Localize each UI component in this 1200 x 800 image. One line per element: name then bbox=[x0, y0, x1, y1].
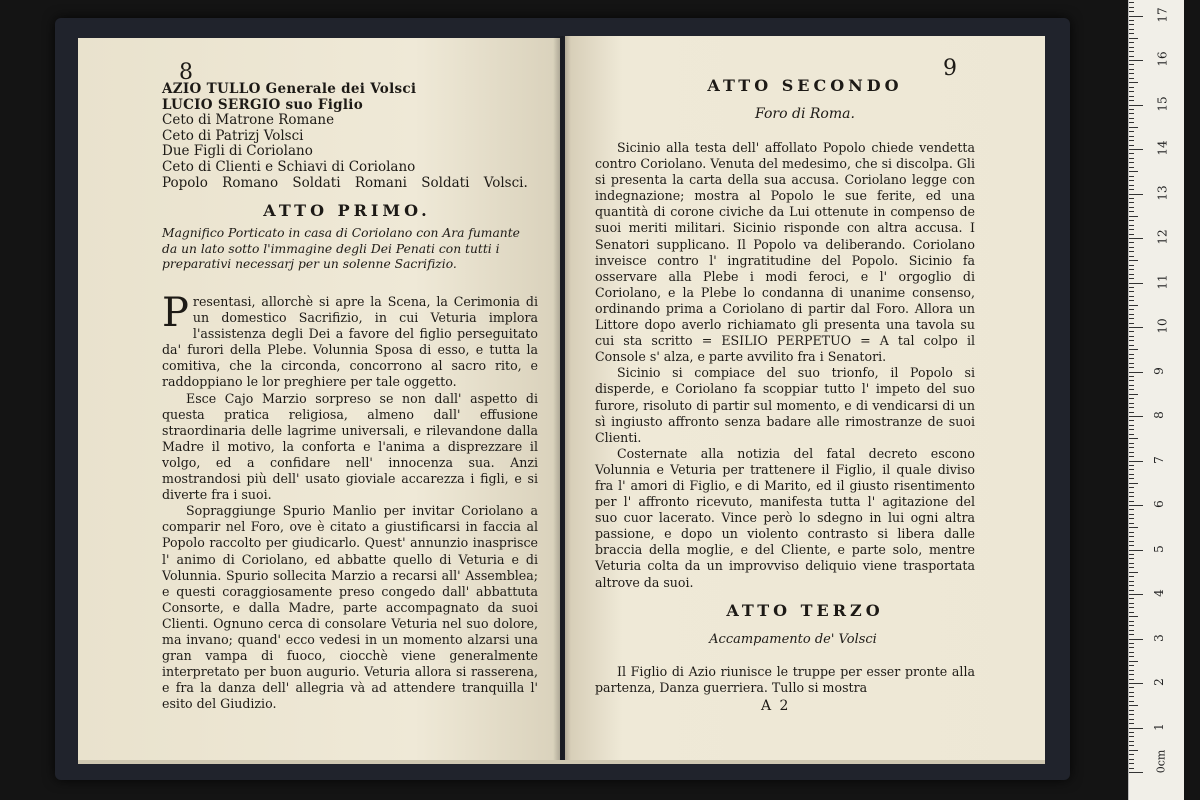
drop-cap: P bbox=[162, 290, 189, 336]
ruler-tick bbox=[1129, 300, 1134, 301]
ruler-tick bbox=[1129, 487, 1134, 488]
ruler-tick bbox=[1129, 723, 1134, 724]
act-two-text bbox=[595, 140, 975, 591]
ruler-tick bbox=[1129, 176, 1134, 177]
ruler-tick bbox=[1129, 572, 1138, 573]
ruler-tick bbox=[1129, 385, 1134, 386]
ruler-tick bbox=[1129, 403, 1134, 404]
ruler-tick bbox=[1129, 149, 1143, 150]
ruler-tick bbox=[1129, 118, 1134, 119]
ruler-tick bbox=[1129, 225, 1134, 226]
ruler-tick bbox=[1129, 180, 1134, 181]
ruler-tick bbox=[1129, 314, 1134, 315]
ruler-tick bbox=[1129, 131, 1134, 132]
ruler-tick bbox=[1129, 122, 1134, 123]
cast-item: AZIO TULLO Generale dei Volsci bbox=[162, 81, 417, 97]
ruler-tick bbox=[1129, 367, 1134, 368]
ruler-tick bbox=[1129, 323, 1134, 324]
paragraph: Sopraggiunge Spurio Manlio per invitar Coriolano a comparir nel Foro, ove è citato a giustificarsi in faccia al Popolo raccolto per giudicarlo. Quest' annunzio inasprisce l' animo di Coriolano, ed abbatte quello di Veturia e di Volunnia. Spurio sollecita Marzio a recarsi all' Assemblea; e questi coraggiosamente preso congedo dall' abbattuta Consorte, e dalla Madre, parte accompagnato da suoi Clienti. Ognuno cerca di consolare Veturia nel suo dolore, ma invano; quand' ecco vedesi in un momento alzarsi una gran vampa di fuoco, ciocchè viene generalmente interpretato per buon augurio. Veturia allora si rasserena, e fra la danza dell' allegria và ad attendere tranquilla l' esito del Giudizio. bbox=[162, 503, 538, 712]
ruler-tick bbox=[1129, 11, 1134, 12]
ruler-tick bbox=[1129, 710, 1134, 711]
ruler-tick bbox=[1129, 661, 1138, 662]
ruler-tick bbox=[1129, 251, 1134, 252]
ruler-tick bbox=[1129, 514, 1134, 515]
ruler-tick bbox=[1129, 696, 1134, 697]
right-page bbox=[565, 36, 1045, 760]
ruler-tick bbox=[1129, 523, 1134, 524]
ruler-tick bbox=[1129, 327, 1143, 328]
ruler-tick bbox=[1129, 109, 1134, 110]
cast-item: Popolo Romano Soldati Romani Soldati Volsci. bbox=[162, 174, 528, 191]
ruler-tick bbox=[1129, 358, 1134, 359]
ruler-tick bbox=[1129, 64, 1134, 65]
ruler-tick bbox=[1129, 29, 1134, 30]
ruler-tick bbox=[1129, 305, 1138, 306]
ruler-tick bbox=[1129, 16, 1143, 17]
ruler-tick bbox=[1129, 2, 1134, 3]
ruler-tick bbox=[1129, 563, 1134, 564]
ruler-tick bbox=[1129, 96, 1134, 97]
ruler-tick bbox=[1129, 728, 1143, 729]
ruler-tick bbox=[1129, 532, 1134, 533]
ruler-tick bbox=[1129, 643, 1134, 644]
cast-item: Ceto di Patrizj Volsci bbox=[162, 127, 304, 144]
ruler-tick bbox=[1129, 380, 1134, 381]
ruler-tick bbox=[1129, 220, 1134, 221]
ruler-tick bbox=[1129, 47, 1134, 48]
ruler-number: 13 bbox=[1155, 184, 1170, 201]
paragraph: Sicinio alla testa dell' affollato Popolo chiede vendetta contro Coriolano. Venuta del medesimo, che si discolpa. Gli si presenta la carta della sua accusa. Coriolano legge con indegnazione; mostra al Popolo le sue ferite, ed una quantità di corone civiche da Lui ottenute in compenso de suoi meriti militari. Sicinio risponde con altra accusa. I Senatori supplicano. Il Popolo va deliberando. Coriolano inveisce contro l' ingratitudine del Popolo. Sicinio fa osservare alla Plebe i modi feroci, e l' orgoglio di Coriolano, e la Plebe lo condanna di unanime consenso, ordinando prima a Coriolano di partir dal Foro. Allora un Littore dopo averlo richiamato gli presenta una tavola su cui sta scritto = ESILIO PERPETUO = A tal colpo il Console s' alza, e parte avvilito fra i Senatori. bbox=[595, 140, 975, 365]
ruler-tick bbox=[1129, 398, 1134, 399]
ruler-tick bbox=[1129, 354, 1134, 355]
ruler-number: 7 bbox=[1151, 455, 1166, 464]
ruler-tick bbox=[1129, 260, 1138, 261]
act-two-setting: Foro di Roma. bbox=[755, 106, 855, 122]
ruler-tick bbox=[1129, 759, 1134, 760]
ruler-tick bbox=[1129, 443, 1134, 444]
ruler-tick bbox=[1129, 162, 1134, 163]
ruler-tick bbox=[1129, 447, 1134, 448]
ruler-tick bbox=[1129, 687, 1134, 688]
ruler-tick bbox=[1129, 558, 1134, 559]
ruler-tick bbox=[1129, 265, 1134, 266]
ruler-tick bbox=[1129, 140, 1134, 141]
ruler-tick bbox=[1129, 674, 1134, 675]
page-number-left: 8 bbox=[179, 60, 193, 85]
ruler-tick bbox=[1129, 576, 1134, 577]
cast-list bbox=[162, 82, 532, 191]
ruler-tick bbox=[1129, 647, 1134, 648]
ruler-tick bbox=[1129, 434, 1134, 435]
ruler-tick bbox=[1129, 594, 1143, 595]
signature-mark: A 2 bbox=[761, 698, 791, 714]
ruler-tick bbox=[1129, 242, 1134, 243]
ruler-tick bbox=[1129, 496, 1134, 497]
ruler-tick bbox=[1129, 612, 1134, 613]
ruler-tick bbox=[1129, 309, 1134, 310]
ruler-tick bbox=[1129, 238, 1143, 239]
ruler-tick bbox=[1129, 590, 1134, 591]
ruler-tick bbox=[1129, 42, 1134, 43]
ruler-tick bbox=[1129, 509, 1134, 510]
ruler-tick bbox=[1129, 274, 1134, 275]
ruler-number: 2 bbox=[1151, 678, 1166, 686]
act-two-title: ATTO SECONDO bbox=[707, 76, 903, 95]
act-one-title: ATTO PRIMO. bbox=[263, 201, 431, 220]
ruler-tick bbox=[1129, 287, 1134, 288]
cast-item: Ceto di Clienti e Schiavi di Coriolano bbox=[162, 158, 416, 175]
cast-item: Ceto di Matrone Romane bbox=[162, 112, 335, 129]
ruler-tick bbox=[1129, 291, 1134, 292]
ruler-tick bbox=[1129, 656, 1134, 657]
ruler-tick bbox=[1129, 372, 1143, 373]
ruler-number: 10 bbox=[1155, 318, 1170, 334]
ruler-tick bbox=[1129, 607, 1134, 608]
ruler-tick bbox=[1129, 581, 1134, 582]
ruler-tick bbox=[1129, 189, 1134, 190]
ruler-tick bbox=[1129, 296, 1134, 297]
ruler-tick bbox=[1129, 363, 1134, 364]
ruler-tick bbox=[1129, 145, 1134, 146]
paragraph: Il Figlio di Azio riunisce le truppe per esser pronte alla partenza, Danza guerriera. Tullo si mostra bbox=[595, 664, 975, 696]
ruler-tick bbox=[1129, 105, 1143, 106]
ruler-tick bbox=[1129, 318, 1134, 319]
act-one-setting: Magnifico Porticato in casa di Coriolano con Ara fumante da un lato sotto l'immagine degli Dei Penati con tutti i preparativi necessarj per un solenne Sacrifizio. bbox=[162, 226, 520, 271]
ruler-tick bbox=[1129, 719, 1134, 720]
ruler-tick bbox=[1129, 78, 1134, 79]
act-three-text bbox=[595, 664, 975, 696]
ruler-tick bbox=[1129, 505, 1143, 506]
book-gutter bbox=[553, 36, 571, 760]
ruler-tick bbox=[1129, 278, 1134, 279]
ruler-tick bbox=[1129, 376, 1134, 377]
ruler-number: 14 bbox=[1155, 140, 1170, 156]
ruler-tick bbox=[1129, 24, 1134, 25]
ruler-number: 4 bbox=[1151, 589, 1166, 597]
ruler-tick bbox=[1129, 465, 1134, 466]
paragraph: resentasi, allorchè si apre la Scena, la Cerimonia di un domestico Sacrifizio, in cui Veturia implora l'assistenza degli Dei a favore del figlio perseguitato da' furori della Plebe. Volunnia Sposa di esso, e tutta la comitiva, che la circonda, concorrono al sacro rito, e raddoppiano le lor preghiere per tale oggetto. bbox=[162, 294, 538, 390]
ruler-tick bbox=[1129, 616, 1138, 617]
ruler-number: 8 bbox=[1151, 411, 1166, 419]
ruler-tick bbox=[1129, 750, 1138, 751]
ruler-tick bbox=[1129, 412, 1134, 413]
ruler-tick bbox=[1129, 420, 1134, 421]
ruler-tick bbox=[1129, 87, 1134, 88]
ruler-tick bbox=[1129, 247, 1134, 248]
ruler-tick bbox=[1129, 194, 1143, 195]
ruler-tick bbox=[1129, 763, 1134, 764]
ruler-tick bbox=[1129, 692, 1134, 693]
ruler-tick bbox=[1129, 211, 1134, 212]
ruler-tick bbox=[1129, 683, 1143, 684]
ruler-number: 11 bbox=[1155, 273, 1170, 290]
ruler-tick bbox=[1129, 20, 1134, 21]
left-page bbox=[78, 38, 560, 760]
ruler-tick bbox=[1129, 171, 1138, 172]
ruler-tick bbox=[1129, 554, 1134, 555]
measurement-ruler bbox=[1128, 0, 1184, 800]
ruler-tick bbox=[1129, 340, 1134, 341]
ruler-tick bbox=[1129, 452, 1134, 453]
ruler-tick bbox=[1129, 91, 1134, 92]
ruler-tick bbox=[1129, 745, 1134, 746]
cast-item: Due Figli di Coriolano bbox=[162, 143, 313, 160]
ruler-tick bbox=[1129, 483, 1138, 484]
ruler-number: 9 bbox=[1151, 366, 1166, 375]
ruler-tick bbox=[1129, 732, 1134, 733]
page-number-right: 9 bbox=[943, 56, 957, 81]
ruler-tick bbox=[1129, 202, 1134, 203]
ruler-tick bbox=[1129, 754, 1134, 755]
ruler-tick bbox=[1129, 736, 1134, 737]
ruler-tick bbox=[1129, 438, 1138, 439]
ruler-tick bbox=[1129, 127, 1138, 128]
act-one-text bbox=[162, 290, 538, 712]
ruler-tick bbox=[1129, 198, 1134, 199]
ruler-tick bbox=[1129, 100, 1134, 101]
ruler-unit: 0cm bbox=[1154, 749, 1168, 774]
act-three-setting: Accampamento de' Volsci bbox=[709, 632, 877, 647]
ruler-tick bbox=[1129, 634, 1134, 635]
ruler-tick bbox=[1129, 527, 1138, 528]
act-three-title: ATTO TERZO bbox=[726, 601, 884, 620]
ruler-tick bbox=[1129, 425, 1134, 426]
ruler-tick bbox=[1129, 69, 1134, 70]
ruler-tick bbox=[1129, 550, 1143, 551]
ruler-tick bbox=[1129, 51, 1134, 52]
ruler-tick bbox=[1129, 60, 1143, 61]
ruler-tick bbox=[1129, 207, 1134, 208]
ruler-tick bbox=[1129, 705, 1138, 706]
ruler-tick bbox=[1129, 456, 1134, 457]
ruler-tick bbox=[1129, 536, 1134, 537]
ruler-tick bbox=[1129, 679, 1134, 680]
ruler-tick bbox=[1129, 38, 1138, 39]
ruler-tick bbox=[1129, 652, 1134, 653]
paragraph: Sicinio si compiace del suo trionfo, il Popolo si disperde, e Coriolano fa scoppiar tutto l' impeto del suo furore, risoluto di partir sul momento, e di vendicarsi di un sì ingiusto affronto senza badare alle rimostranze de suoi Clienti. bbox=[595, 365, 975, 445]
ruler-tick bbox=[1129, 416, 1143, 417]
ruler-tick bbox=[1129, 167, 1134, 168]
ruler-tick bbox=[1129, 621, 1134, 622]
ruler-tick bbox=[1129, 461, 1143, 462]
ruler-tick bbox=[1129, 56, 1134, 57]
ruler-tick bbox=[1129, 185, 1134, 186]
ruler-tick bbox=[1129, 585, 1134, 586]
ruler-tick bbox=[1129, 158, 1134, 159]
ruler-tick bbox=[1129, 741, 1134, 742]
ruler-tick bbox=[1129, 82, 1138, 83]
ruler-tick bbox=[1129, 768, 1134, 769]
ruler-tick bbox=[1129, 501, 1134, 502]
page-stack-edge bbox=[78, 760, 1045, 764]
ruler-tick bbox=[1129, 701, 1134, 702]
ruler-tick bbox=[1129, 136, 1134, 137]
ruler-tick bbox=[1129, 478, 1134, 479]
ruler-tick bbox=[1129, 113, 1134, 114]
ruler-tick bbox=[1129, 772, 1143, 773]
ruler-tick bbox=[1129, 336, 1134, 337]
ruler-tick bbox=[1129, 269, 1134, 270]
ruler-tick bbox=[1129, 331, 1134, 332]
ruler-tick bbox=[1129, 545, 1134, 546]
ruler-tick bbox=[1129, 33, 1134, 34]
ruler-tick bbox=[1129, 567, 1134, 568]
ruler-number: 3 bbox=[1151, 633, 1166, 642]
ruler-tick bbox=[1129, 541, 1134, 542]
ruler-number: 6 bbox=[1151, 500, 1166, 508]
ruler-tick bbox=[1129, 429, 1134, 430]
ruler-number: 15 bbox=[1155, 95, 1170, 112]
ruler-tick bbox=[1129, 598, 1134, 599]
ruler-tick bbox=[1129, 469, 1134, 470]
ruler-tick bbox=[1129, 630, 1134, 631]
ruler-tick bbox=[1129, 625, 1134, 626]
ruler-tick bbox=[1129, 518, 1134, 519]
ruler-tick bbox=[1129, 492, 1134, 493]
paragraph: Esce Cajo Marzio sorpreso se non dall' aspetto di questa pratica religiosa, almeno dall' effusione straordinaria delle lagrime universali, e rilevandone dalla Madre il motivo, la conforta e l'anima a disprezzare il volgo, ed a confidare nell' innocenza sua. Anzi mostrandosi più dell' usato gioviale accarezza i figli, e si diverte fra i suoi. bbox=[162, 390, 538, 503]
ruler-tick bbox=[1129, 153, 1134, 154]
cast-item: LUCIO SERGIO suo Figlio bbox=[162, 96, 364, 113]
ruler-tick bbox=[1129, 389, 1134, 390]
ruler-tick bbox=[1129, 216, 1138, 217]
paragraph: Costernate alla notizia del fatal decreto escono Volunnia e Veturia per trattenere il Figlio, il quale diviso fra l' amori di Figlio, e di Marito, ed il giusto risentimento per l' affronto ricevuto, manifesta tutta l' agitazione del suo cuor lacerato. Vince però lo sdegno in lui ogni altra passione, e dopo un violento contrasto si libera dalle braccia della moglie, e del Cliente, e parte solo, mentre Veturia colta da un improvviso deliquio viene trasportata altrove da suoi. bbox=[595, 445, 975, 590]
ruler-number: 16 bbox=[1155, 51, 1170, 67]
ruler-tick bbox=[1129, 7, 1134, 8]
ruler-tick bbox=[1129, 394, 1138, 395]
ruler-tick bbox=[1129, 603, 1134, 604]
ruler-tick bbox=[1129, 639, 1143, 640]
ruler-tick bbox=[1129, 229, 1134, 230]
ruler-tick bbox=[1129, 349, 1138, 350]
ruler-number: 12 bbox=[1155, 229, 1170, 245]
ruler-tick bbox=[1129, 407, 1134, 408]
ruler-tick bbox=[1129, 256, 1134, 257]
ruler-tick bbox=[1129, 474, 1134, 475]
ruler-number: 17 bbox=[1155, 6, 1170, 23]
ruler-number: 5 bbox=[1151, 544, 1166, 553]
ruler-tick bbox=[1129, 665, 1134, 666]
ruler-tick bbox=[1129, 283, 1143, 284]
ruler-tick bbox=[1129, 73, 1134, 74]
ruler-tick bbox=[1129, 345, 1134, 346]
ruler-tick bbox=[1129, 670, 1134, 671]
ruler-tick bbox=[1129, 714, 1134, 715]
ruler-number: 1 bbox=[1151, 722, 1166, 731]
ruler-tick bbox=[1129, 234, 1134, 235]
